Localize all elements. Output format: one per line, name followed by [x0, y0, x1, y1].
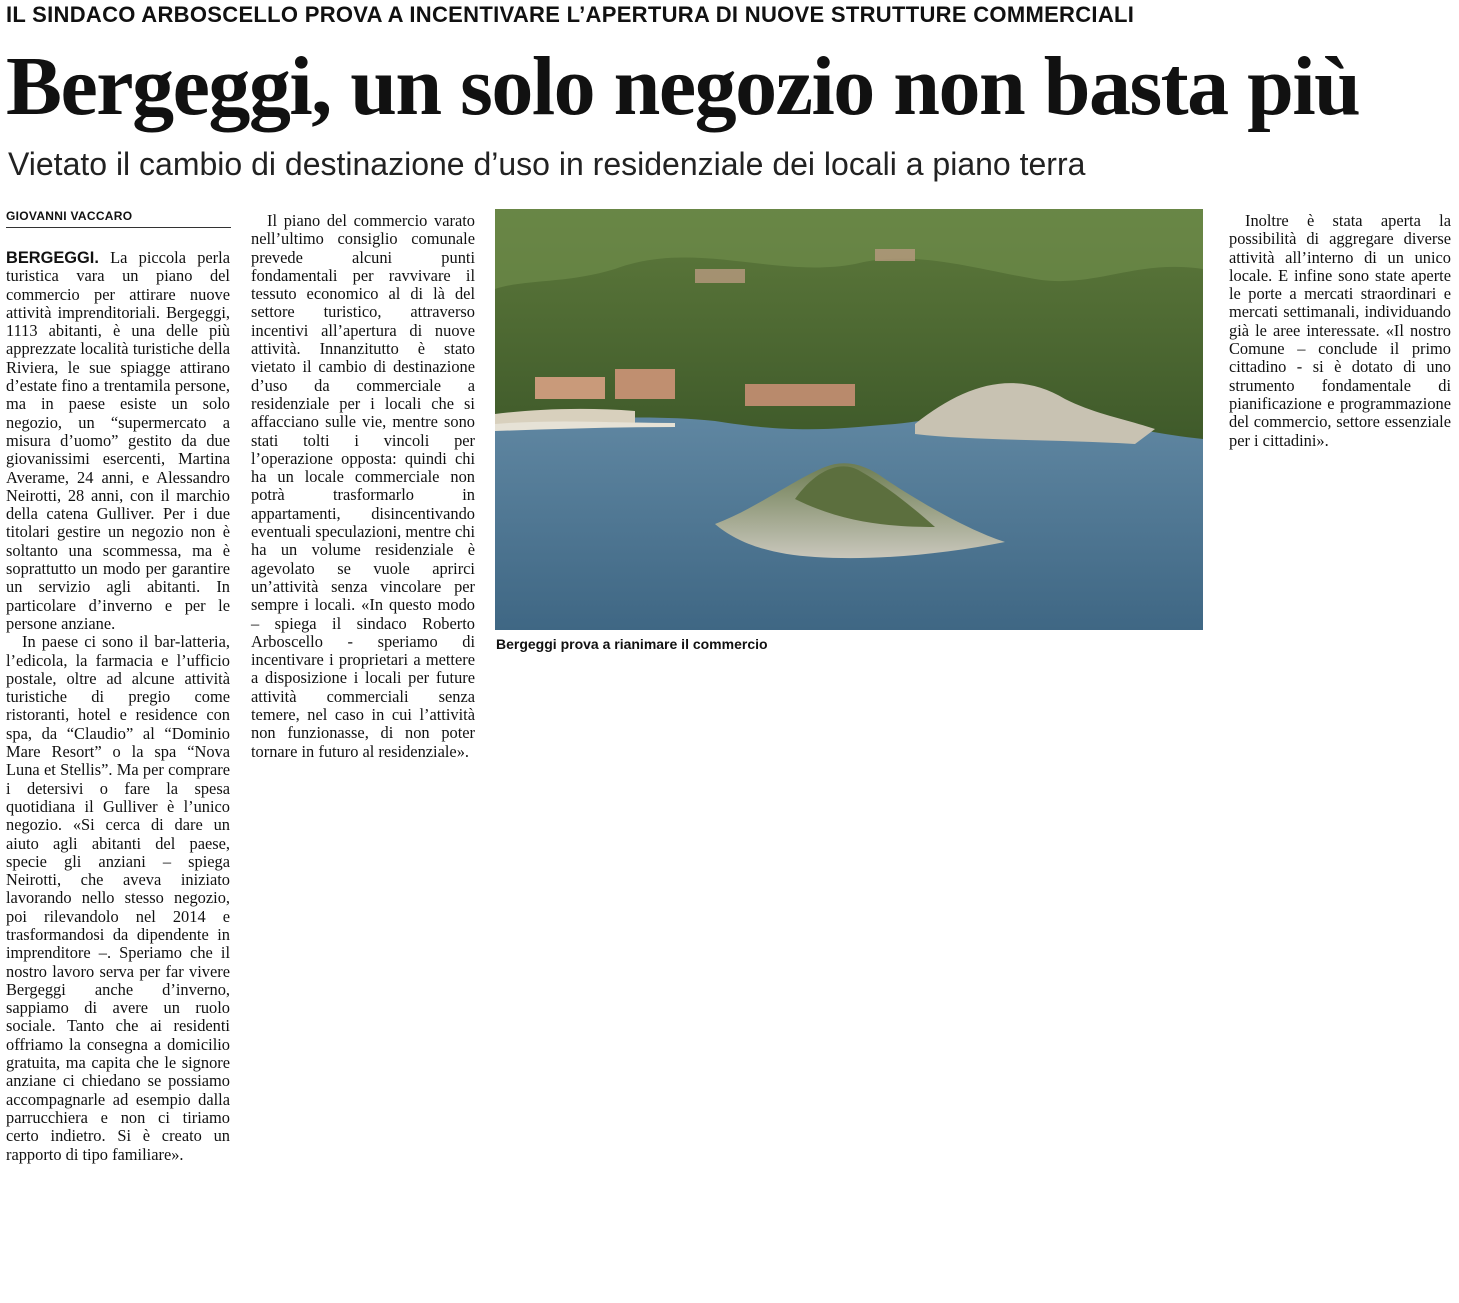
dateline: BERGEGGI.	[6, 249, 99, 267]
kicker: IL SINDACO ARBOSCELLO PROVA A INCENTIVARE L’APERTURA DI NUOVE STRUTTURE COMMERCIALI	[6, 2, 1135, 27]
coastline-island-photo	[495, 209, 1203, 630]
paragraph-1	[6, 249, 230, 633]
headline: Bergeggi, un solo negozio non basta più	[6, 40, 1360, 133]
photo-caption: Bergeggi prova a rianimare il commercio	[496, 636, 768, 652]
paragraph-3: Il piano del commercio varato nell’ultimo consiglio comunale prevede alcuni punti fondamentali per ravvivare il tessuto economico al di là del settore turistico, attraverso incentivi all’apertura di nuove attività. Innanzitutto è stato vietato il cambio di destinazione d’uso da commerciale a residenziale per i locali che si affacciano sulle vie, mentre sono stati tolti i vincoli per l’operazione opposta: quindi chi ha un locale commerciale non potrà trasformarlo in appartamenti, disincentivando eventuali speculazioni, mentre chi ha un volume residenziale è agevolato se vuole aprirci un’attività senza vincolare per sempre i locali. «In questo modo – spiega il sindaco Roberto Arboscello - speriamo di incentivare i proprietari a mettere a disposizione i locali per future attività commerciali senza temere, nel caso in cui l’attività non funzionasse, di non poter tornare in futuro al residenziale».	[251, 211, 475, 761]
column-1	[6, 249, 230, 1164]
subheadline: Vietato il cambio di destinazione d’uso in residenziale dei locali a piano terra	[8, 146, 1086, 182]
column-4	[1229, 212, 1451, 450]
paragraph-4: Inoltre è stata aperta la possibilità di aggregare diverse attività all’interno di un unico locale. E infine sono state aperte le porte a mercati straordinari e mercati settimanali, individuando già le aree interessate. «Il nostro Comune – conclude il primo cittadino - si è dotato di uno strumento fondamentale di pianificazione e programmazione del commercio, settore essenziale per i cittadini».	[1229, 211, 1451, 450]
paragraph-2: In paese ci sono il bar-latteria, l’edicola, la farmacia e l’ufficio postale, oltre ad alcune attività turistiche di pregio come ristoranti, hotel e residence con spa, da “Claudio” al “Dominio Mare Resort” o la spa “Nova Luna et Stellis”. Ma per comprare i detersivi o fare la spesa quotidiana il Gulliver è l’unico negozio. «Si cerca di dare un aiuto agli abitanti del paese, specie gli anziani – spiega Neirotti, che aveva iniziato lavorando nello stesso negozio, poi rilevandolo nel 2014 e trasformandosi da dipendente in imprenditore –. Speriamo che il nostro lavoro serva per far vivere Bergeggi anche d’inverno, sappiamo di avere un ruolo sociale. Tanto che ai residenti offriamo la consegna a domicilio gratuita, ma capita che le signore anziane ci chiedano se possiamo accompagnarle ad esempio dalla parrucchiera e non ci tiriamo certo indietro. Si è creato un rapporto di tipo familiare».	[6, 632, 230, 1164]
byline: GIOVANNI VACCARO	[6, 209, 231, 228]
article-photo	[495, 209, 1203, 630]
column-2	[251, 212, 475, 761]
paragraph-1-text: La piccola perla turistica vara un piano del commercio per attirare nuove attività imprenditoriali. Bergeggi, 1113 abitanti, è una delle più apprezzate località turistiche della Riviera, le sue spiagge attirano d’estate fino a trentamila persone, ma in paese esiste un solo negozio, un “supermercato a misura d’uomo” gestito da due giovanissimi esercenti, Martina Averame, 24 anni, e Alessandro Neirotti, 28 anni, con il marchio della catena Gulliver. Per i due titolari gestire un negozio non è soltanto una scommessa, ma è soprattutto un modo per garantire un servizio agli abitanti. In particolare d’inverno e per le persone anziane.	[6, 248, 230, 633]
